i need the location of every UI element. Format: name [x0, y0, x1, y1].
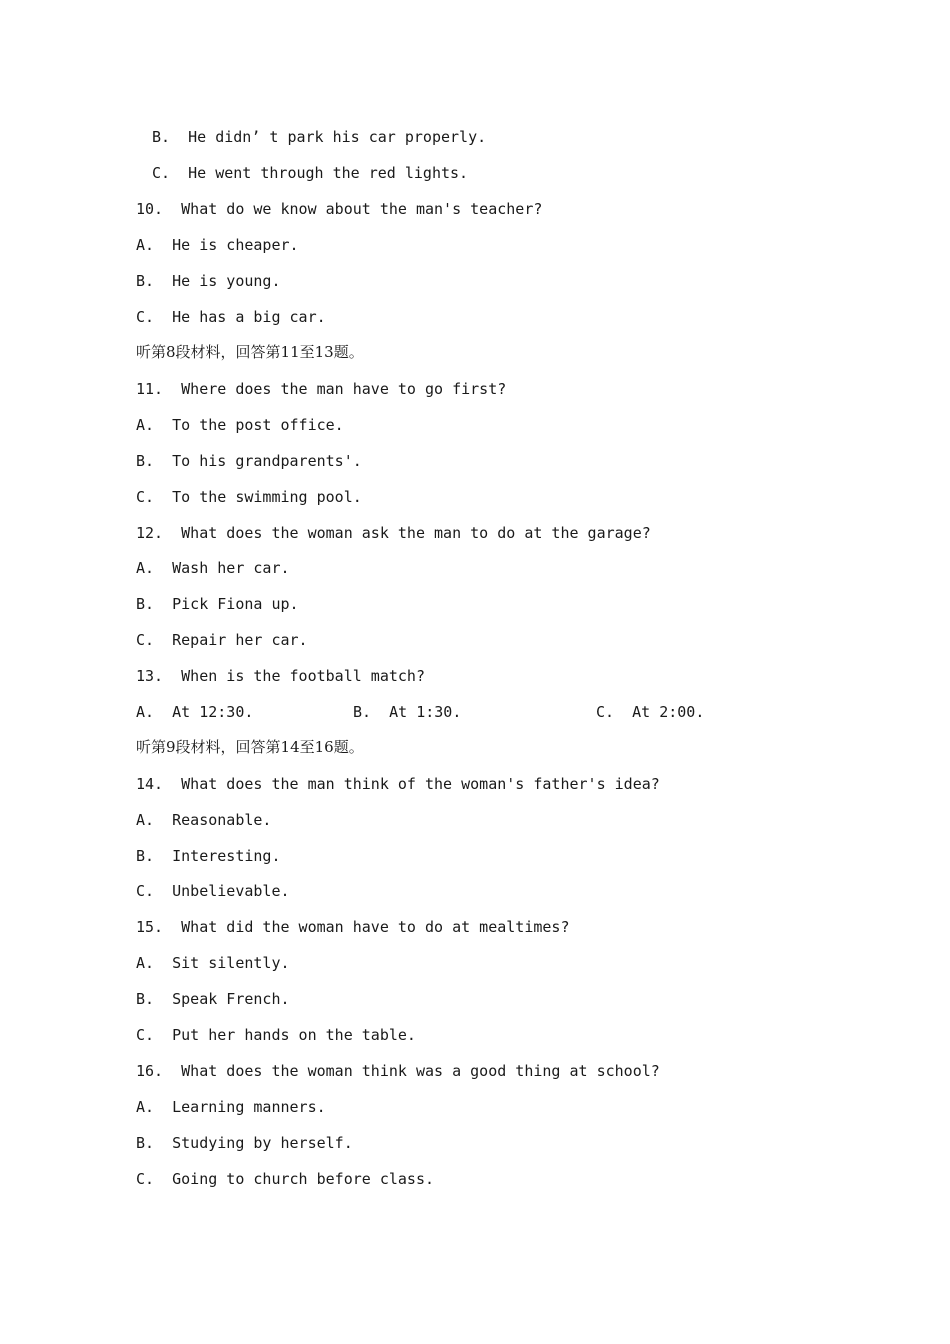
question-16: 16. What does the woman think was a good thing at school?	[136, 1062, 660, 1080]
option-13a: A. At 12:30.	[136, 703, 254, 721]
option-14c: C. Unbelievable.	[136, 882, 290, 900]
option-15c: C. Put her hands on the table.	[136, 1026, 416, 1044]
option-14b: B. Interesting.	[136, 847, 281, 865]
option-16c: C. Going to church before class.	[136, 1170, 435, 1188]
question-14: 14. What does the man think of the woman's father's idea?	[136, 775, 660, 793]
question-12: 12. What does the woman ask the man to do at the garage?	[136, 524, 651, 542]
question-13: 13. When is the football match?	[136, 667, 425, 685]
option-9c: C. He went through the red lights.	[152, 164, 469, 182]
option-11c: C. To the swimming pool.	[136, 488, 362, 506]
option-11b: B. To his grandparents'.	[136, 452, 362, 470]
option-14a: A. Reasonable.	[136, 811, 272, 829]
option-10b: B. He is young.	[136, 272, 281, 290]
option-10a: A. He is cheaper.	[136, 236, 299, 254]
question-10: 10. What do we know about the man's teacher?	[136, 200, 543, 218]
option-15b: B. Speak French.	[136, 990, 290, 1008]
option-12a: A. Wash her car.	[136, 559, 290, 577]
option-12b: B. Pick Fiona up.	[136, 595, 299, 613]
option-15a: A. Sit silently.	[136, 954, 290, 972]
option-16b: B. Studying by herself.	[136, 1134, 353, 1152]
option-11a: A. To the post office.	[136, 416, 344, 434]
option-13b: B. At 1:30.	[353, 703, 462, 721]
question-15: 15. What did the woman have to do at mealtimes?	[136, 918, 570, 936]
question-11: 11. Where does the man have to go first?	[136, 380, 507, 398]
option-10c: C. He has a big car.	[136, 308, 326, 326]
option-12c: C. Repair her car.	[136, 631, 308, 649]
section-8-instruction: 听第8段材料，回答第11至13题。	[136, 343, 364, 361]
option-13c: C. At 2:00.	[596, 703, 705, 721]
option-9b: B. He didn’ t park his car properly.	[152, 128, 487, 146]
section-9-instruction: 听第9段材料，回答第14至16题。	[136, 738, 364, 756]
option-16a: A. Learning manners.	[136, 1098, 326, 1116]
